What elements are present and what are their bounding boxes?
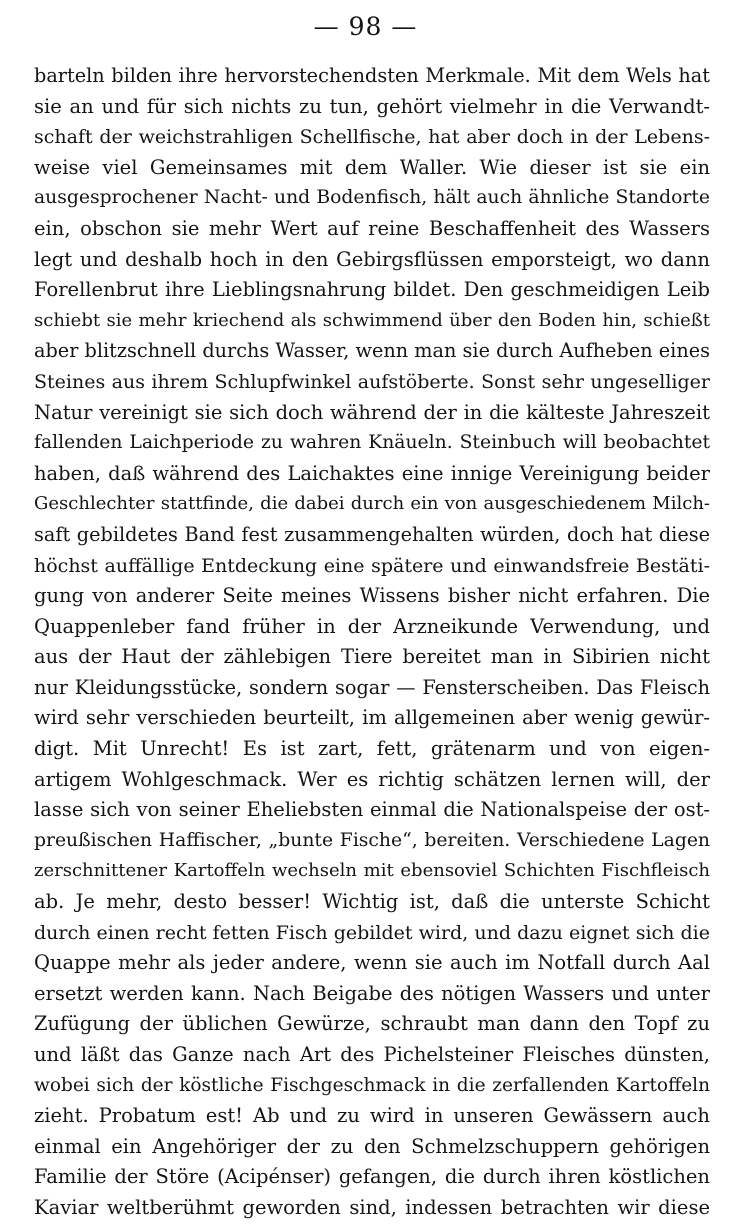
text-line: artigem Wohlgeschmack. Wer es richtig schätzen lernen will, der <box>34 767 710 791</box>
text-line: fallenden Laichperiode zu wahren Knäueln. Steinbuch will beobachtet <box>34 432 710 454</box>
text-line: Kaviar weltberühmt geworden sind, indessen betrachten wir diese <box>34 1195 710 1219</box>
text-line: wobei sich der köstliche Fischgeschmack in die zerfallenden Kartoffeln <box>34 1074 710 1096</box>
text-line: zerschnittener Kartoffeln wechseln mit ebensoviel Schichten Fischfleisch <box>34 860 710 882</box>
text-line: schaft der weichstrahligen Schellfische, hat aber doch in der Lebens- <box>34 126 710 149</box>
text-line: ausgesprochener Nacht- und Bodenfisch, hält auch ähnliche Standorte <box>34 187 710 209</box>
text-line: weise viel Gemeinsames mit dem Waller. Wie dieser ist sie ein <box>34 155 710 179</box>
text-line: Quappenleber fand früher in der Arzneikunde Verwendung, und <box>34 614 710 638</box>
text-line: einmal ein Angehöriger der zu den Schmelzschuppern gehörigen <box>34 1134 710 1158</box>
text-line: und läßt das Ganze nach Art des Pichelsteiner Fleisches dünsten, <box>34 1043 710 1066</box>
text-line: durch einen recht fetten Fisch gebildet wird, und dazu eignet sich die <box>34 921 710 944</box>
text-line: lasse sich von seiner Eheliebsten einmal die Nationalspeise der ost- <box>34 798 710 822</box>
text-line: preußischen Haffischer, „bunte Fische“, bereiten. Verschiedene Lagen <box>34 829 710 851</box>
text-line: Natur vereinigt sie sich doch während der in die kälteste Jahreszeit <box>34 400 710 424</box>
text-line: aber blitzschnell durchs Wasser, wenn man sie durch Aufheben eines <box>34 339 710 363</box>
body-text <box>34 61 710 1224</box>
text-line: aus der Haut der zählebigen Tiere bereitet man in Sibirien nicht <box>34 645 710 669</box>
text-line: ab. Je mehr, desto besser! Wichtig ist, daß die unterste Schicht <box>34 890 710 914</box>
text-line: legt und deshalb hoch in den Gebirgsflüssen emporsteigt, wo dann <box>34 247 710 271</box>
text-line: barteln bilden ihre hervorstechendsten Merkmale. Mit dem Wels hat <box>34 64 710 87</box>
text-line: nur Kleidungsstücke, sondern sogar — Fensterscheiben. Das Fleisch <box>34 675 710 699</box>
text-line: sie an und für sich nichts zu tun, gehört vielmehr in die Verwandt- <box>34 94 710 118</box>
text-line: Geschlechter stattfinde, die dabei durch ein von ausgeschiedenem Milch- <box>34 493 710 515</box>
text-line: haben, daß während des Laichaktes eine innige Vereinigung beider <box>34 461 710 485</box>
text-line: digt. Mit Unrecht! Es ist zart, fett, grätenarm und von eigen- <box>34 737 710 761</box>
text-line: zieht. Probatum est! Ab und zu wird in unseren Gewässern auch <box>34 1104 710 1128</box>
text-line: ersetzt werden kann. Nach Beigabe des nötigen Wassers und unter <box>34 981 710 1005</box>
text-line: Quappe mehr als jeder andere, wenn sie auch im Notfall durch Aal <box>34 951 710 975</box>
text-line: höchst auffällige Entdeckung eine spätere und einwandsfreie Bestäti- <box>34 554 710 577</box>
text-line: Zufügung der üblichen Gewürze, schraubt man dann den Topf zu <box>34 1012 710 1036</box>
text-line: Familie der Störe (Acipénser) gefangen, die durch ihren köstlichen <box>34 1165 710 1189</box>
text-line: ein, obschon sie mehr Wert auf reine Beschaffenheit des Wassers <box>34 216 710 240</box>
text-line: Steines aus ihrem Schlupfwinkel aufstöberte. Sonst sehr ungeselliger <box>34 370 710 393</box>
text-line: schiebt sie mehr kriechend als schwimmend über den Boden hin, schießt <box>34 309 710 331</box>
text-line: gung von anderer Seite meines Wissens bisher nicht erfahren. Die <box>34 584 710 608</box>
text-line: wird sehr verschieden beurteilt, im allgemeinen aber wenig gewür- <box>34 706 710 730</box>
text-line: saft gebildetes Band fest zusammengehalten würden, doch hat diese <box>34 522 710 546</box>
text-line: Forellenbrut ihre Lieblingsnahrung bildet. Den geschmeidigen Leib <box>34 278 710 302</box>
page-number: — 98 — <box>313 12 418 41</box>
